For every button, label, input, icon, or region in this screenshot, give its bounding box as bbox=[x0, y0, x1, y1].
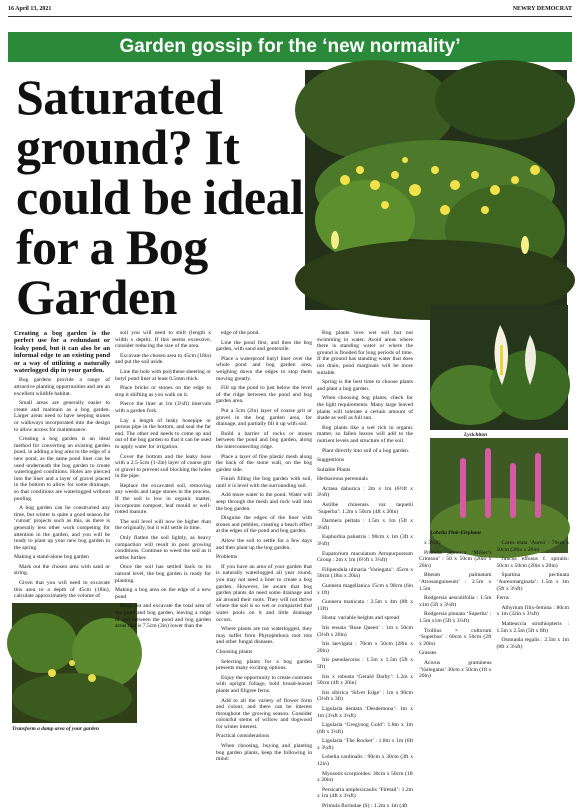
paragraph: Bog gardens provide a range of attractive planting opportunities and are an excellent wildlife habitat. bbox=[14, 377, 110, 397]
plant-entry: Iris laevigata : 70cm x 50cm (28in x 20in) bbox=[317, 641, 413, 654]
paragraph: Pierce the liner at 1m (3¼ft) intervals with a garden fork. bbox=[115, 401, 211, 414]
paragraph: Where plants are too waterlogged, they may suffer from Phytophthora root rots and other fungal diseases. bbox=[216, 626, 312, 646]
paragraph: When choosing bog plants, check for the light requirements. Many large leaved plants will tolerate a certain amount of shade as well as full sun. bbox=[317, 395, 413, 422]
paragraph: If you have an area of your garden that is naturally waterlogged all year round, you may not need a liner to create a bog garden. However, be aware that bog garden plants do need some drainage and air around their roots. They will not thrive where the soil is so wet or compacted that water pools on it and little drainage occurs. bbox=[216, 563, 312, 623]
plant-entry: Rodgersia pinnata ‘Superba’ : 1.5m x1m (5ft x 3¼ft) bbox=[419, 611, 492, 624]
plant-entry: Iris x robusta ‘Gerald Darby’: 1.2m x 50cm (4ft x 20in) bbox=[317, 673, 413, 687]
plant-entry: Filipendula ulmaria ‘Variegata’: 45cm x 50cm (18in x 20in) bbox=[317, 566, 413, 580]
article-column-1 bbox=[14, 330, 110, 598]
paragraph: Small areas are generally easier to create and maintain as a bog garden. Larger areas need to have seeping stones or walkways incorporated into the design to allow access for maintenance. bbox=[14, 400, 110, 433]
plant-entry: Spartina pectinata ‘Aureomarginata’: 1.5m x 1m (5ft x 3¼ft) bbox=[496, 572, 569, 592]
paragraph: Once the soil has settled back to its natural level, the bog garden is ready for planting. bbox=[115, 564, 211, 584]
paragraph: Fill up the pond to just below the level of the ridge between the pond and bog garden area. bbox=[216, 385, 312, 405]
paragraph: Lay a length of leaky hosepipe or porous pipe in the bottom, and seal the far end. The other end needs to come up and out of the bog garden so that it can be used to apply water for irrigation. bbox=[115, 417, 212, 450]
bog-garden-caption: Transform a damp area of your garden bbox=[12, 726, 99, 732]
plant-entry: Athyrium filix-femina : 80cm x 1m (32in x 3¼ft) bbox=[496, 604, 569, 618]
plant-entry: Rheum palmatum ‘Atrosanguineum’ : 2.5m x 1.5m bbox=[419, 572, 492, 592]
plant-entry: Primula japonica ‘Miller’s Crimson’ : 50 x 50cm (20in x 20in) bbox=[419, 549, 492, 569]
paragraph: Mark out and excavate the total area of the pond and bog garden, leaving a ridge of soil between the pond and bog garden areas that is 7.5cm (3in) lower than the bbox=[115, 603, 211, 630]
paragraph: Cover the bottom and the leaky hose with a 2.5-5cm (1-2in) layer of coarse grit or gravel to prevent soil blocking the holes in the pipe. bbox=[115, 453, 211, 480]
plant-entry: Astilbe chinensis var. taquetii ‘Superba’: 1.2m x 50cm (4ft x 20in) bbox=[317, 502, 413, 515]
paragraph: Excavate the chosen area to 45cm (18in) and put the soil aside. bbox=[115, 352, 212, 366]
paragraph: A bog garden can be constructed any time, but winter is quite a good season for ‘cutout’ projects such as this, as there is generally less other work competing for attention in the garden, and you will be ready to plant up your new bog garden in the spring. bbox=[14, 505, 110, 551]
lysichiton-caption: Lysichiton bbox=[464, 432, 488, 438]
paragraph: Disguise the edges of the liner with stones and pebbles, creating a beach effect at the edges of the pond and bog garden. bbox=[216, 515, 312, 535]
paragraph: Place a layer of fine plastic mesh along the back of the stone wall, on the bog garden side. bbox=[216, 453, 312, 473]
paragraph: Given that you will need to excavate this area to a depth of 45cm (18in), calculate approximately the volume of bbox=[14, 580, 110, 600]
paragraph: Selecting plants for a bog garden presents many exciting options. bbox=[216, 658, 312, 672]
plant-entry: Hosta: variable heights and spread bbox=[322, 615, 400, 622]
paragraph: Put a 5cm (2in) layer of coarse grit or gravel in the bog garden area, for drainage, and partially fill it up with soil. bbox=[216, 407, 312, 428]
paragraph: Line the pond first, and then the bog garden, with sand and geotextile. bbox=[216, 339, 312, 353]
paragraph: Only flatten the soil lightly, as heavy compaction will result in poor growing conditions. Continue to weed the soil as it settles further. bbox=[115, 535, 211, 561]
paragraph: Enjoy the opportunity to create contrasts with upright foliage, bold broad-leaved plants and filigree ferns. bbox=[216, 674, 312, 694]
paragraph: Bog plants like a wet rich in organic matter, so fallen leaves will add to the nutrient levels and structure of the soil. bbox=[317, 424, 413, 444]
plant-entry: Lobelia cardinalis : 90cm x 30cm (3ft x 12in) bbox=[317, 754, 413, 768]
subheading: Ferns bbox=[496, 595, 509, 602]
paragraph: Spring is the best time to choose plants and plant a bog garden. bbox=[317, 379, 413, 392]
subheading: Making a stand-alone bog garden bbox=[14, 554, 89, 561]
plant-entry: x 3¼ft) bbox=[424, 540, 441, 546]
plant-entry: Osmunda regalis : 2.5m x 1m (8ft x 3¼ft) bbox=[496, 637, 569, 650]
paragraph: Finish filling the bog garden with soil, until it is level with the surrounding soil. bbox=[216, 476, 312, 489]
plant-entry: Carex elata ‘Aurea’ : 70cm x 50cm (28in x 20in) bbox=[496, 540, 569, 553]
paragraph: soil you will need to shift (length x width x depth). If this seems excessive, consider reducing the size of the area. bbox=[115, 330, 211, 350]
plant-entry: Ligularia ‘Gregynog Gold’: 1.8m x 1m (6ft x 3¼ft) bbox=[317, 722, 413, 735]
plant-entry: Actaea dahurica : 2m x 1m (6½ft x 3¼ft) bbox=[317, 485, 413, 499]
paragraph: edge of the pond. bbox=[221, 330, 260, 336]
lead-paragraph: Creating a bog garden is the perfect use for a redundant or leaky pond, but it can also be an informal edge to an existing pond or a way of utilizing a naturally waterlogged dip in your garden. bbox=[14, 330, 110, 375]
paragraph: Place a waterproof butyl liner over the whole pond and bog garden area, weighing down the edges to stop them moving greatly. bbox=[216, 355, 312, 382]
plant-entry: Rodgersia aesculifolia : 1.5m x1m (5ft x 3¼ft) bbox=[419, 595, 492, 608]
plant-entry: Persicaria amplexicaulis ‘Firetail’: 1.2m x 1m (4ft x 3¼ft) bbox=[317, 786, 413, 800]
subheading: Practical considerations bbox=[216, 733, 270, 740]
plant-entry: Myosotis scorpioides: 30cm x 50cm (1ft x 20in) bbox=[317, 770, 413, 784]
main-garden-photo bbox=[305, 70, 567, 310]
paragraph: The soil level will now be higher than the originally, but it will settle in time. bbox=[115, 518, 211, 532]
article-column-2 bbox=[115, 330, 211, 725]
plant-entry: Iris pseudacorus : 1.5m x 1.5m (5ft x 5ft) bbox=[317, 657, 413, 670]
plant-entry: Juncus effusus f. spiralis: 50cm x 50cm (20in x 20in) bbox=[496, 556, 569, 569]
subheading: Grasses bbox=[419, 650, 437, 657]
subheading: Suggestions bbox=[317, 457, 345, 464]
paragraph: Add to all the variety of flower form and colour, and there can be interest throughout the growing season. Consider colourful stems of willow and dogwood for winter interest. bbox=[216, 697, 312, 730]
plant-entry: Gunnera magellanica 15cm x 90cm (6in x 1ft) bbox=[317, 583, 413, 596]
paragraph: Bog plants love wet soil but not swimming in water. Avoid areas where there is standing water or where the ground is flooded for long periods of time. If the ground has standing water that does not drain, pond marginals will be more suitable. bbox=[317, 330, 413, 376]
plant-entry: Gunnera manicata : 2.5m x 4m (8ft x 13ft) bbox=[317, 599, 413, 612]
section-banner: Garden gossip for the ‘new normality’ bbox=[8, 32, 572, 62]
headline: Saturated ground? It could be ideal for a Bog Garden bbox=[16, 69, 304, 325]
paragraph: Plant directly into soil of a bog garden. bbox=[322, 447, 410, 454]
paragraph: Add more water to the pond. Water will seep through the mesh and rock wall into the bog garden. bbox=[216, 492, 312, 512]
plant-entry: Eupatorium maculatum Atropurpureum Group : 2m x 1m (6½ft x 3¼ft) bbox=[317, 550, 413, 564]
paragraph: Build a barrier of rocks or stones between the pond and bog garden, along the interconnecting ridge. bbox=[216, 430, 312, 450]
lysichiton-photo bbox=[430, 305, 568, 430]
paragraph: Creating a bog garden is an ideal method for converting an existing garden pond, in adding a bog area to the edge of a new pond, as the same pond liner can be used underneath the bog garden to create waterlogged conditions. Holes are pierced into the liner and a layer of gravel placed in the bottom to allow for some drainage, so that conditions are waterlogged without pooling. bbox=[14, 436, 110, 502]
plant-entry: Darmera peltata : 1.5m x 1m (5ft x 3¼ft) bbox=[317, 518, 413, 531]
article-column-5 bbox=[419, 540, 569, 725]
lobelia-caption: Lobelia Pink-Elephant bbox=[430, 530, 481, 536]
subheading: Problems bbox=[216, 554, 238, 561]
plant-entry: Acorus gramineus ‘Variegatus’ 30cm x 50cm (1ft x 20in) bbox=[419, 659, 492, 680]
paragraph: Place bricks or stones on the edge to stop it shifting as you walk on it. bbox=[115, 385, 211, 398]
issue-date: 16 April 13, 2021 bbox=[8, 6, 52, 12]
subheading: Making a bog area on the edge of a new pond bbox=[115, 587, 211, 600]
plant-entry: Primula florindae (S) : 1.2m x 1m (4ft bbox=[322, 803, 408, 810]
article-column-3 bbox=[216, 330, 312, 763]
subheading: Suitable Plants bbox=[317, 466, 351, 473]
subheading: Choosing plants bbox=[216, 648, 253, 655]
paragraph: Line the hole with polythene sheeting or butyl pond liner at least 0.5mm thick. bbox=[115, 368, 211, 382]
subheading: Herbaceous perennials bbox=[317, 476, 368, 483]
paper-name: NEWRY DEMOCRAT bbox=[512, 6, 572, 12]
article-column-4 bbox=[317, 330, 413, 810]
plant-entry: Ligularia ‘The Rocket’ : 1.8m x 1m (6ft x 3¼ft) bbox=[317, 738, 413, 751]
plant-entry: Trollius × cultorum ‘Superbus’ : 60cm x 50cm (2ft x 20in) bbox=[419, 627, 492, 647]
paragraph: Replace the excavated soil, removing any weeds and large stones in the process. If the soil is low in organic matter, incorporate compost, leaf mould or well-rotted manure. bbox=[115, 482, 211, 516]
plant-entry: Matteuccia struthiopteris : 1.5m x 2.5m (5ft x 8ft) bbox=[496, 620, 569, 634]
plant-entry: Iris sibirica ‘Silver Edge’ : 1m x 90cm (3¼ft x 3ft) bbox=[317, 689, 413, 703]
plant-list-left bbox=[419, 540, 492, 725]
paragraph: Allow the soil to settle for a few days and then plant up the bog garden. bbox=[216, 538, 312, 551]
masthead bbox=[8, 6, 572, 17]
plant-entry: Iris ensata ‘Rose Queen’ : 1m x 50cm (3¼ft x 20in) bbox=[317, 624, 413, 638]
paragraph: Mark out the chosen area with sand or string. bbox=[14, 563, 110, 577]
paragraph: When choosing, buying and planting bog garden plants, keep the following in mind: bbox=[216, 743, 312, 763]
plant-entry: Euphorbia palustris : 90cm x 1m (3ft x 3¼ft) bbox=[317, 534, 413, 548]
plant-entry: Ligularia dentata ‘Desdemona’: 1m x 1m (3¼ft x 3¼ft) bbox=[317, 705, 413, 719]
plant-list-right bbox=[497, 540, 570, 725]
